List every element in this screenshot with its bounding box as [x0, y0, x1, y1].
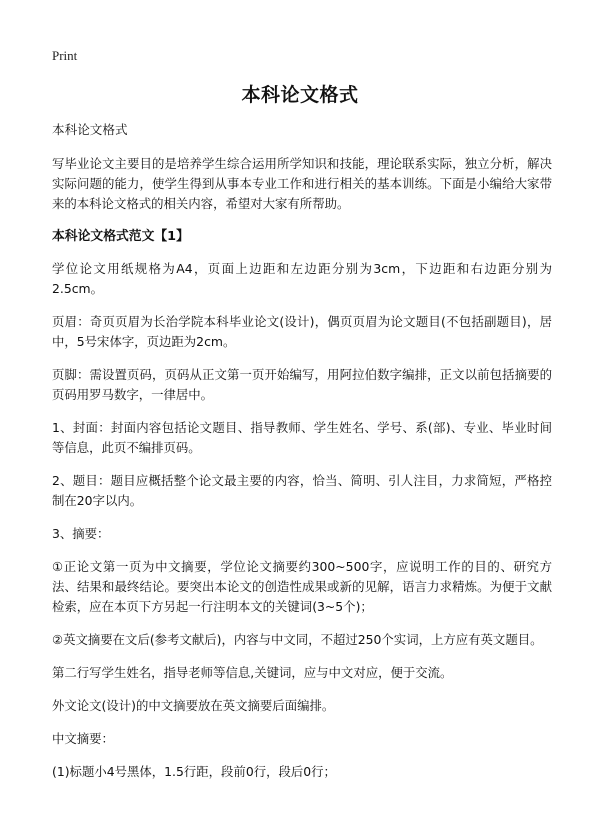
paragraph-header: 页眉：奇页页眉为长治学院本科毕业论文(设计)，偶页页眉为论文题目(不包括副题目)，居中，5号宋体字，页边距为2cm。: [52, 314, 552, 349]
paragraph-title-format: (1)标题小4号黑体，1.5行距，段前0行，段后0行；: [52, 764, 336, 779]
intro-paragraph: 写毕业论文主要目的是培养学生综合运用所学知识和技能，理论联系实际，独立分析，解决实际问题的能力，使学生得到从事本专业工作和进行相关的基本训练。下面是小编给大家带来的本科论文格式的相关内容，希望对大家有所帮助。: [52, 156, 552, 211]
document-subtitle: 本科论文格式: [52, 122, 128, 137]
paragraph-foreign-thesis: 外文论文(设计)的中文摘要放在英文摘要后面编排。: [52, 698, 335, 713]
paragraph-english-abstract: ②英文摘要在文后(参考文献后)，内容与中文同，不超过250个实词，上方应有英文题目。: [52, 632, 543, 647]
paragraph-chinese-abstract-label: 中文摘要：: [52, 731, 114, 746]
page-title: 本科论文格式: [241, 84, 359, 106]
paragraph-second-line: 第二行写学生姓名，指导老师等信息,关键词，应与中文对应，便于交流。: [52, 665, 453, 680]
print-label[interactable]: Print: [52, 48, 78, 63]
paragraph-paper-size: 学位论文用纸规格为A4，页面上边距和左边距分别为3cm，下边距和右边距分别为2.5cm。: [52, 261, 552, 296]
paragraph-abstract-heading: 3、摘要：: [52, 526, 110, 541]
section-heading: 本科论文格式范文【1】: [52, 229, 189, 244]
document-body: [52, 120, 552, 795]
paragraph-footer: 页脚：需设置页码，页码从正文第一页开始编写，用阿拉伯数字编排，正文以前包括摘要的页码用罗马数字，一律居中。: [52, 367, 552, 402]
paragraph-chinese-abstract: ①正论文第一页为中文摘要，学位论文摘要约300~500字，应说明工作的目的、研究方法、结果和最终结论。要突出本论文的创造性成果或新的见解，语言力求精炼。为便于文献检索，应在本页下方另起一行注明本文的关键词(3~5个)；: [52, 559, 552, 614]
paragraph-title-rule: 2、题目：题目应概括整个论文最主要的内容，恰当、简明、引人注目，力求简短，严格控制在20字以内。: [52, 473, 552, 508]
paragraph-cover: 1、封面：封面内容包括论文题目、指导教师、学生姓名、学号、系(部)、专业、毕业时间等信息，此页不编排页码。: [52, 420, 552, 455]
